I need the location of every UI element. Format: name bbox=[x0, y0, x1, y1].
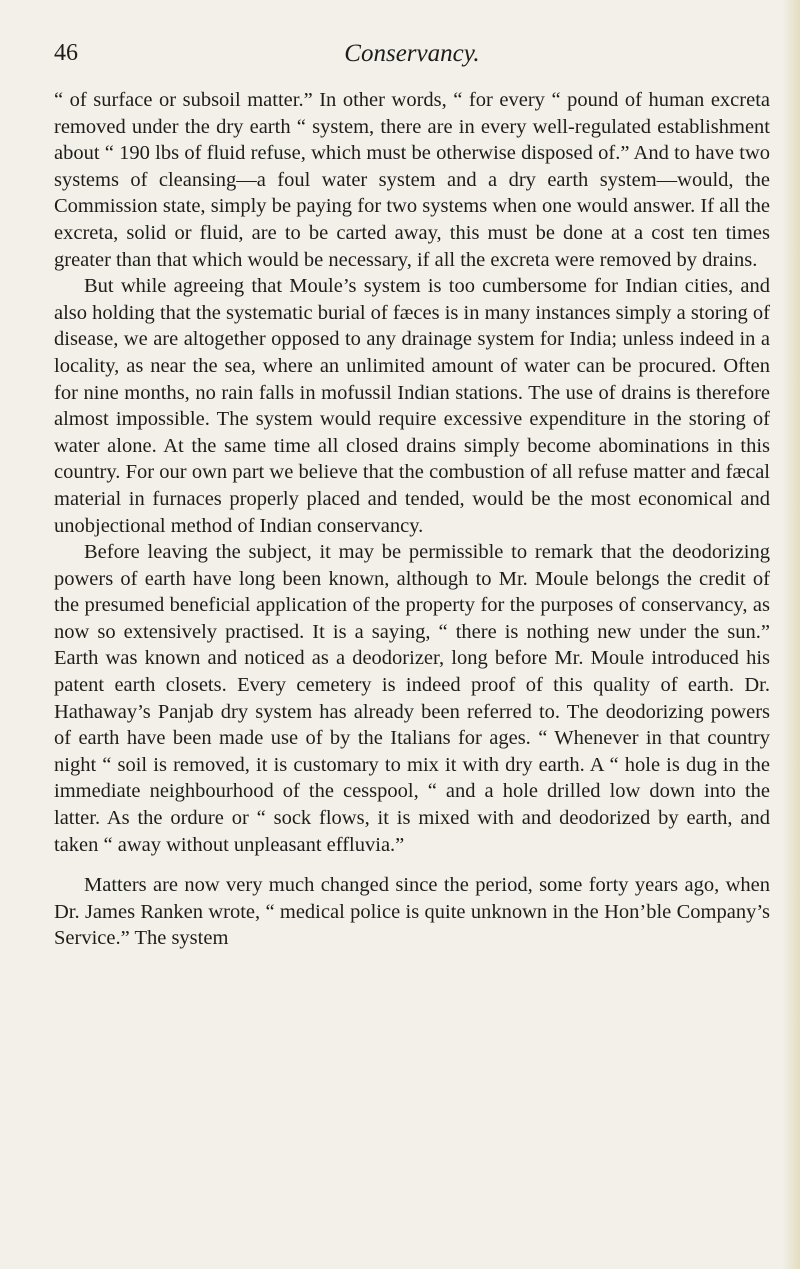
running-title: Conservancy. bbox=[344, 40, 480, 67]
paragraph-deodorizing-earth: Before leaving the subject, it may be permissible to remark that the deodorizing powers of earth have long been known, although to Mr. Moule belongs the credit of the presumed beneficial application of the property for the purposes of conservancy, as now so extensively practised. It is a saying, “ there is nothing new under the sun.” Earth was known and noticed as a deodorizer, long before Mr. Moule introduced his patent earth closets. Every cemetery is indeed proof of this quality of earth. Dr. Hathaway’s Panjab dry system has already been referred to. The deodorizing powers of earth have been made use of by the Italians for ages. “ Whenever in that country night “ soil is removed, it is customary to mix it with dry earth. A “ hole is dug in the immediate neighbourhood of the cesspool, “ and a hole drilled low down into the latter. As the ordure or “ sock flows, it is mixed with and deodorized by earth, and taken “ away without unpleasant effluvia.” bbox=[54, 541, 770, 856]
paragraph-drainage-opinion: But while agreeing that Moule’s system is too cumbersome for Indian cities, and also holding that the systematic burial of fæces is in many instances simply a storing of disease, we are altogether opposed to any drainage system for India; unless indeed in a locality, as near the sea, where an unlimited amount of water can be procured. Often for nine months, no rain falls in mofussil Indian stations. The use of drains is therefore almost impossible. The system would require excessive expenditure in the storing of water alone. At the same time all closed drains simply become abominations in this country. For our own part we believe that the combustion of all refuse matter and fæcal material in furnaces properly placed and tended, would be the most economical and unobjectional method of Indian conservancy. bbox=[54, 275, 770, 537]
body-text bbox=[54, 87, 770, 952]
page-number: 46 bbox=[54, 40, 78, 66]
paragraph-matters-changed: Matters are now very much changed since the period, some forty years ago, when Dr. James Ranken wrote, “ medical police is quite unknown in the Hon’ble Company’s Service.” The system bbox=[54, 874, 770, 950]
paragraph-continued: “ of surface or subsoil matter.” In other words, “ for every “ pound of human excreta removed under the dry earth “ system, there are in every well-regulated establishment about “ 190 lbs of fluid refuse, which must be otherwise disposed of.” And to have two systems of cleansing—a foul water system and a dry earth system—would, the Commission state, simply be paying for two systems when one would answer. If all the excreta, solid or fluid, are to be carted away, this must be done at a cost ten times greater than that which would be necessary, if all the excreta were removed by drains. bbox=[54, 89, 770, 271]
page-edge-shadow bbox=[782, 0, 800, 1269]
page-header bbox=[54, 40, 770, 80]
